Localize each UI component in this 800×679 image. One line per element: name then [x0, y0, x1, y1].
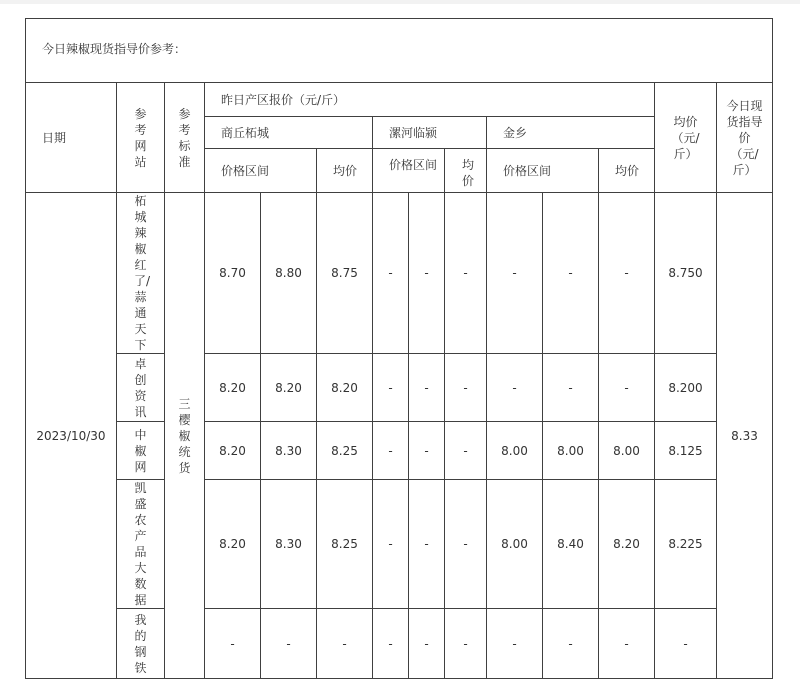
r3-low: -: [487, 609, 543, 679]
header-region-shangqiu: 商丘柘城: [205, 117, 373, 149]
avg-cell: 8.225: [655, 480, 717, 609]
r1-avg: 8.25: [317, 480, 373, 609]
table-row: [26, 480, 773, 609]
avg-cell: 8.200: [655, 354, 717, 422]
r3-low: -: [487, 193, 543, 354]
r2-low: -: [373, 480, 409, 609]
r3-high: -: [543, 354, 599, 422]
r2-high: -: [409, 354, 445, 422]
r3-low: 8.00: [487, 422, 543, 480]
r3-high: 8.40: [543, 480, 599, 609]
r3-low: 8.00: [487, 480, 543, 609]
header-r3-range: 价格区间: [487, 149, 599, 193]
r2-avg: -: [445, 480, 487, 609]
r1-low: 8.20: [205, 354, 261, 422]
r2-avg: -: [445, 609, 487, 679]
r1-low: 8.70: [205, 193, 261, 354]
header-standard: 参考标准: [165, 83, 205, 193]
table-row: [26, 422, 773, 480]
avg-cell: 8.750: [655, 193, 717, 354]
header-region-jinxiang: 金乡: [487, 117, 655, 149]
r3-avg: -: [599, 193, 655, 354]
site-cell: 我的钢铁: [117, 609, 165, 679]
r3-avg: -: [599, 609, 655, 679]
avg-cell: -: [655, 609, 717, 679]
r1-avg: 8.20: [317, 354, 373, 422]
r1-low: -: [205, 609, 261, 679]
r3-avg: 8.20: [599, 480, 655, 609]
r1-avg: 8.75: [317, 193, 373, 354]
today-price-cell: 8.33: [717, 193, 773, 679]
site-cell: 中椒网: [117, 422, 165, 480]
r2-low: -: [373, 609, 409, 679]
r2-avg: -: [445, 422, 487, 480]
top-bar: [0, 0, 800, 4]
r2-high: -: [409, 480, 445, 609]
r2-low: -: [373, 354, 409, 422]
r1-high: 8.30: [261, 422, 317, 480]
r3-high: -: [543, 193, 599, 354]
header-region-luohe: 漯河临颍: [373, 117, 487, 149]
r2-high: -: [409, 193, 445, 354]
price-table: [25, 18, 773, 679]
site-cell: 柘城辣椒红了/蒜通天下: [117, 193, 165, 354]
header-yesterday-price: 昨日产区报价（元/斤）: [205, 83, 655, 117]
r1-avg: -: [317, 609, 373, 679]
header-r1-range: 价格区间: [205, 149, 317, 193]
r1-low: 8.20: [205, 422, 261, 480]
r3-high: 8.00: [543, 422, 599, 480]
header-r1-avg: 均价: [317, 149, 373, 193]
r1-high: -: [261, 609, 317, 679]
r2-high: -: [409, 609, 445, 679]
header-r2-avg: 均价: [445, 149, 487, 193]
r1-high: 8.80: [261, 193, 317, 354]
caption-text: 今日辣椒现货指导价参考：: [42, 42, 187, 56]
r3-avg: -: [599, 354, 655, 422]
r3-low: -: [487, 354, 543, 422]
header-today-price: 今日现货指导价（元/斤）: [717, 83, 773, 193]
standard-cell: 三樱椒统货: [165, 193, 205, 679]
r2-avg: -: [445, 193, 487, 354]
header-r2-range: 价格区间: [373, 149, 445, 193]
table-row: [26, 193, 773, 354]
header-avg-total: 均价（元/斤）: [655, 83, 717, 193]
table-row: [26, 354, 773, 422]
table-caption: [26, 19, 773, 83]
r1-avg: 8.25: [317, 422, 373, 480]
site-cell: 凯盛农产品大数据: [117, 480, 165, 609]
r2-low: -: [373, 422, 409, 480]
r1-high: 8.20: [261, 354, 317, 422]
r1-high: 8.30: [261, 480, 317, 609]
header-site: 参考网站: [117, 83, 165, 193]
site-cell: 卓创资讯: [117, 354, 165, 422]
r3-high: -: [543, 609, 599, 679]
header-r3-avg: 均价: [599, 149, 655, 193]
r2-avg: -: [445, 354, 487, 422]
r1-low: 8.20: [205, 480, 261, 609]
r3-avg: 8.00: [599, 422, 655, 480]
date-cell: 2023/10/30: [26, 193, 117, 679]
r2-high: -: [409, 422, 445, 480]
r2-low: -: [373, 193, 409, 354]
table-row: [26, 609, 773, 679]
avg-cell: 8.125: [655, 422, 717, 480]
header-date: 日期: [26, 83, 117, 193]
